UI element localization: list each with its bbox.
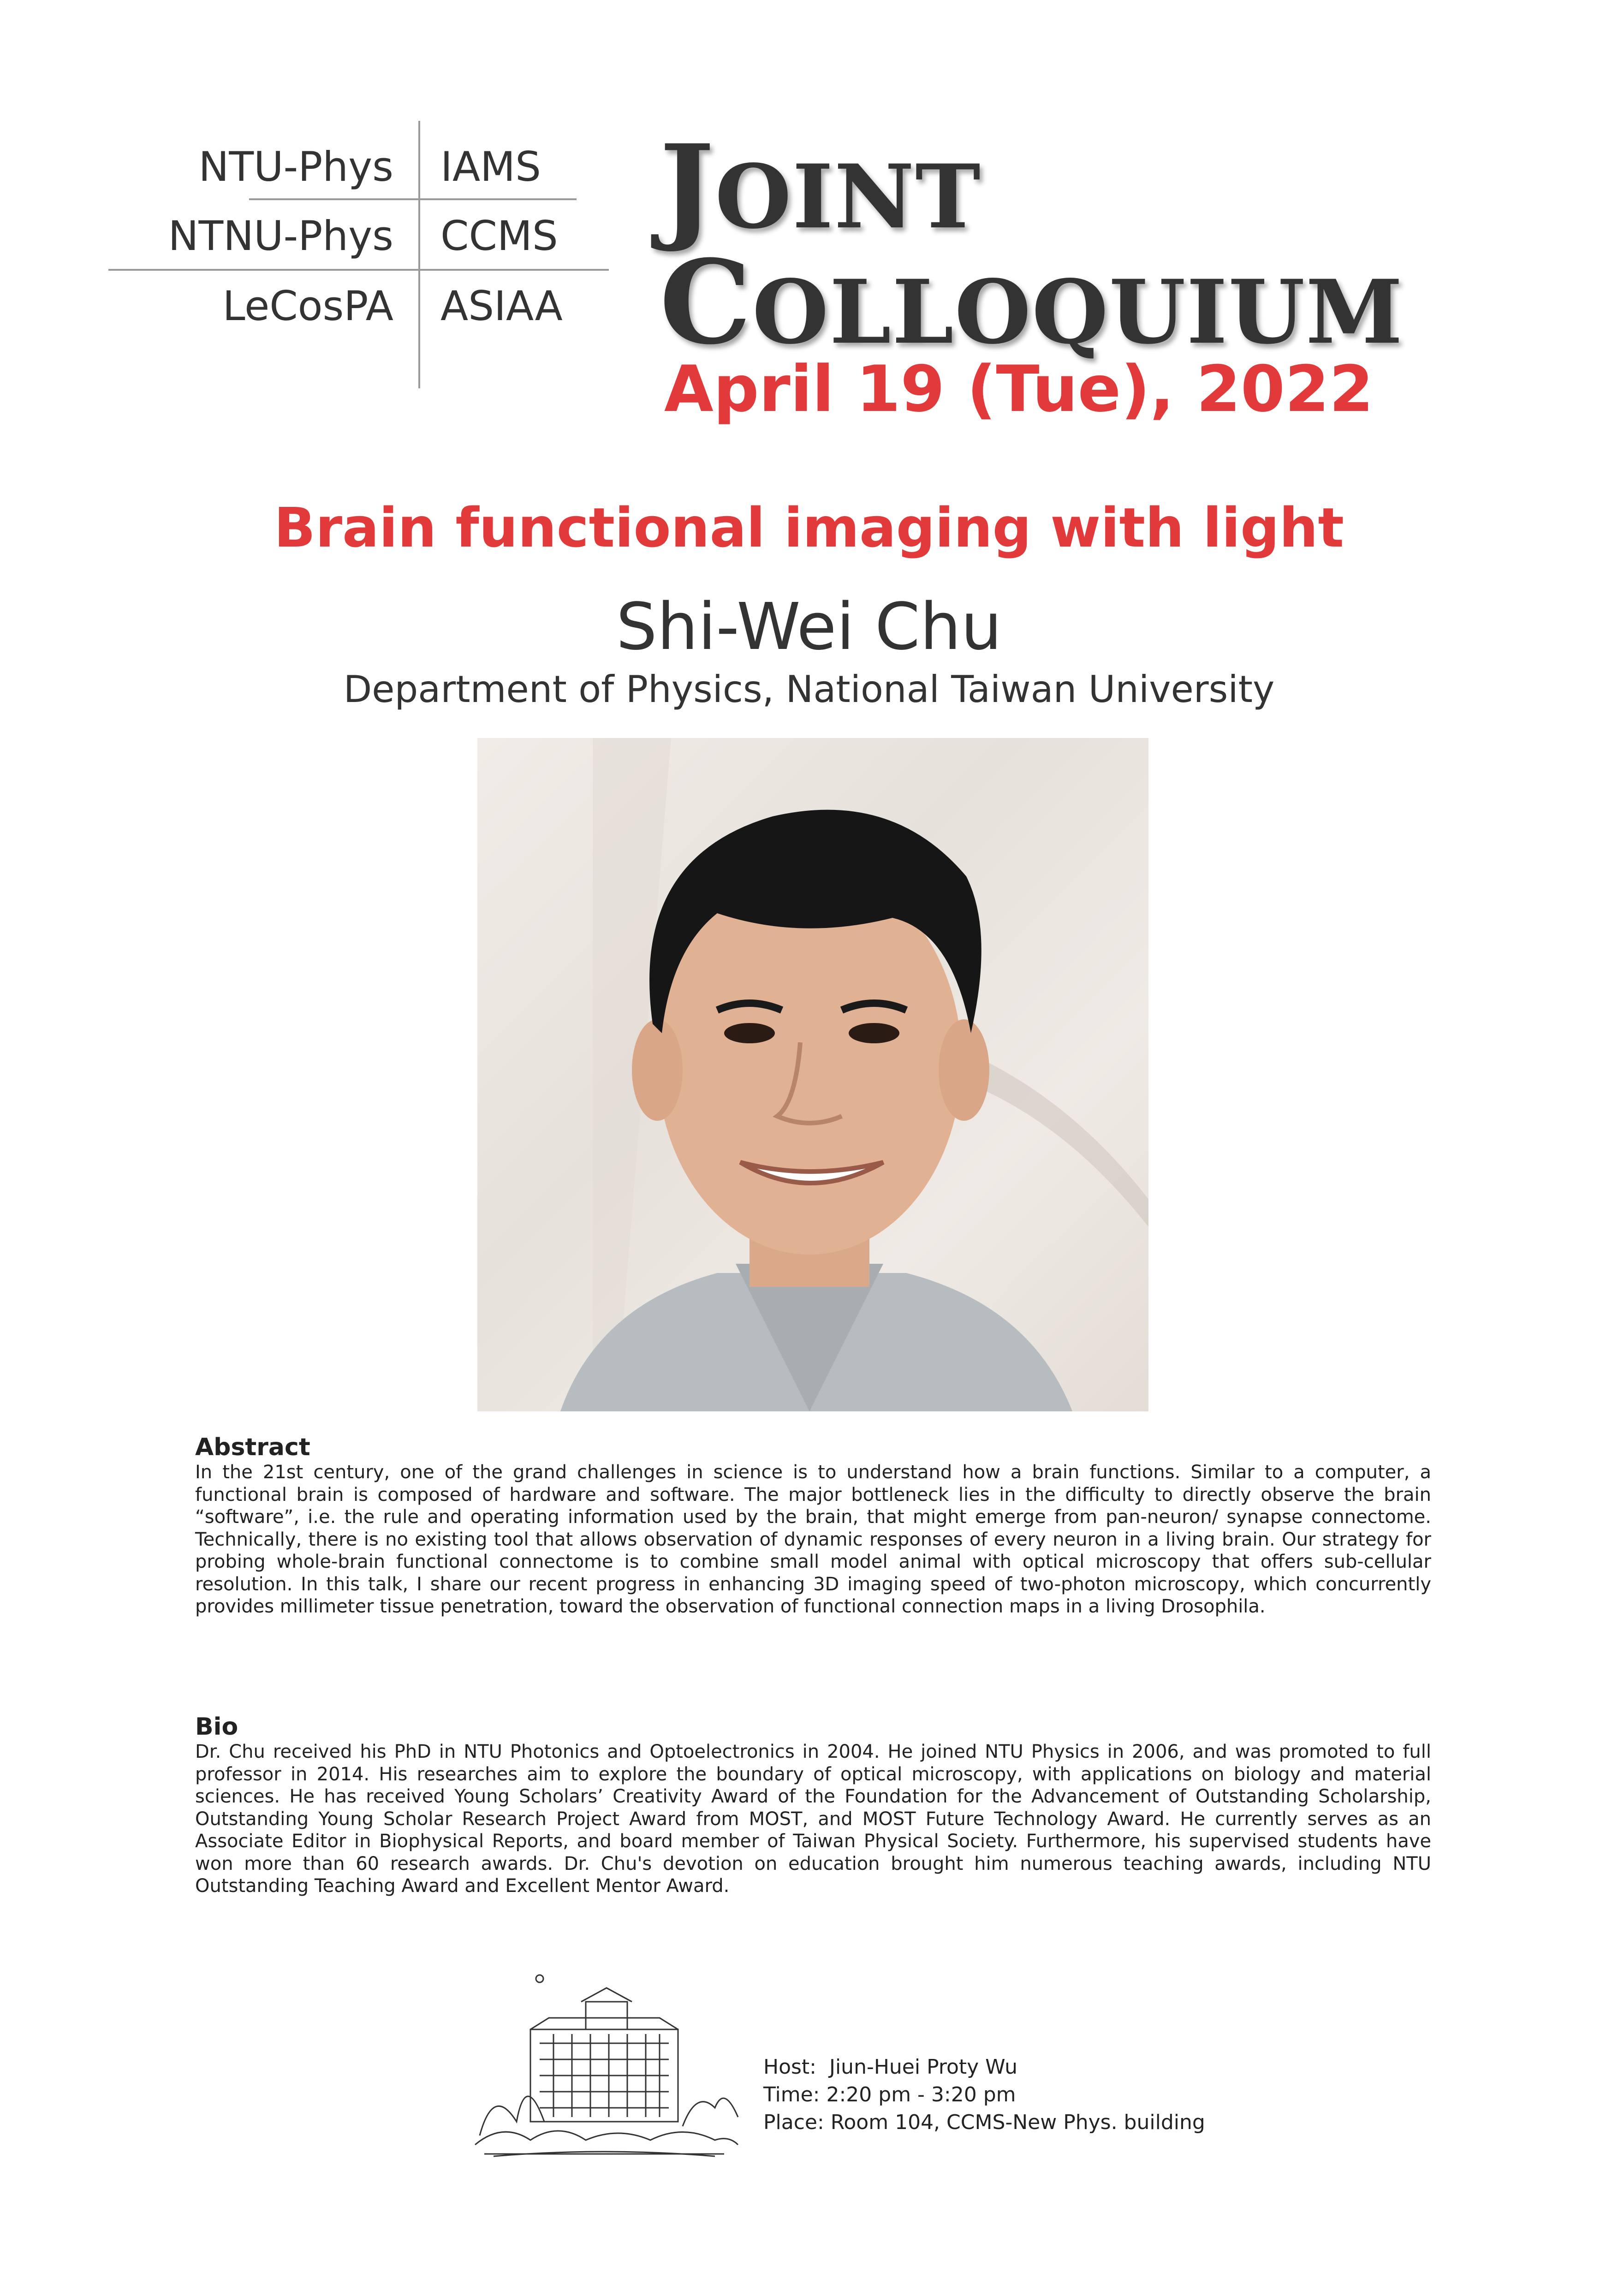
- speaker-affiliation: Department of Physics, National Taiwan University: [343, 668, 1275, 711]
- speaker-photo: [477, 738, 1148, 1411]
- speaker-portrait-illustration: [477, 738, 1148, 1411]
- institution-lecospa: LeCosPA: [222, 282, 393, 330]
- event-host: Host: Jiun-Huei Proty Wu: [763, 2055, 1017, 2079]
- institution-asiaa: ASIAA: [440, 282, 563, 330]
- abstract-text: In the 21st century, one of the grand challenges in science is to understand how a brain functions. Similar to a computer, a functional brain is composed of hardware and software. The major bottleneck lies in the difficulty to directly observe the brain “software”, i.e. the rule and operating information used by the brain, that might emerge from pan-neuron/ synapse connectome. Technically, there is no existing tool that allows observation of dynamic responses of every neuron in a living brain. Our strategy for probing whole-brain functional connectome is to combine small model animal with optical microscopy that offers sub-cellular resolution. In this talk, I share our recent progress in enhancing 3D imaging speed of two-photon microscopy, which concurrently provides millimeter tissue penetration, toward the observation of functional connection maps in a living Drosophila.: [195, 1462, 1431, 1617]
- event-time: Time: 2:20 pm - 3:20 pm: [763, 2083, 1016, 2106]
- institution-ntu-phys: NTU-Phys: [198, 143, 393, 190]
- abstract-heading: Abstract: [195, 1434, 310, 1461]
- bio-text: Dr. Chu received his PhD in NTU Photonics and Optoelectronics in 2004. He joined NTU Physics in 2006, and was promoted to full professor in 2014. His researches aim to explore the boundary of optical microscopy, with applications on biology and material sciences. He has received Young Scholars’ Creativity Award of the Foundation for the Advancement of Outstanding Scholarship, Outstanding Young Scholar Research Project Award from MOST, and MOST Future Technology Award. He currently serves as an Associate Editor in Biophysical Reports, and board member of Taiwan Physical Society. Furthermore, his supervised students have won more than 60 research awards. Dr. Chu's devotion on education brought him numerous teaching awards, including NTU Outstanding Teaching Award and Excellent Mentor Award.: [195, 1741, 1431, 1897]
- event-date: April 19 (Tue), 2022: [664, 352, 1374, 426]
- talk-title: Brain functional imaging with light: [274, 496, 1344, 559]
- building-sketch-illustration: [466, 1969, 743, 2163]
- title-colloquium: COLLOQUIUM: [660, 234, 1404, 370]
- building-sketch: [466, 1969, 743, 2163]
- bio-heading: Bio: [195, 1713, 238, 1741]
- event-place: Place: Room 104, CCMS-New Phys. building: [763, 2111, 1205, 2134]
- grid-vertical-divider: [418, 121, 420, 388]
- institution-ccms: CCMS: [440, 212, 558, 260]
- title-joint: JOINT: [660, 119, 982, 255]
- grid-horizontal-divider-2: [108, 269, 609, 271]
- institution-ntnu-phys: NTNU-Phys: [168, 212, 393, 260]
- institution-iams: IAMS: [440, 143, 541, 190]
- speaker-name: Shi-Wei Chu: [616, 589, 1002, 665]
- grid-horizontal-divider-1: [249, 198, 577, 200]
